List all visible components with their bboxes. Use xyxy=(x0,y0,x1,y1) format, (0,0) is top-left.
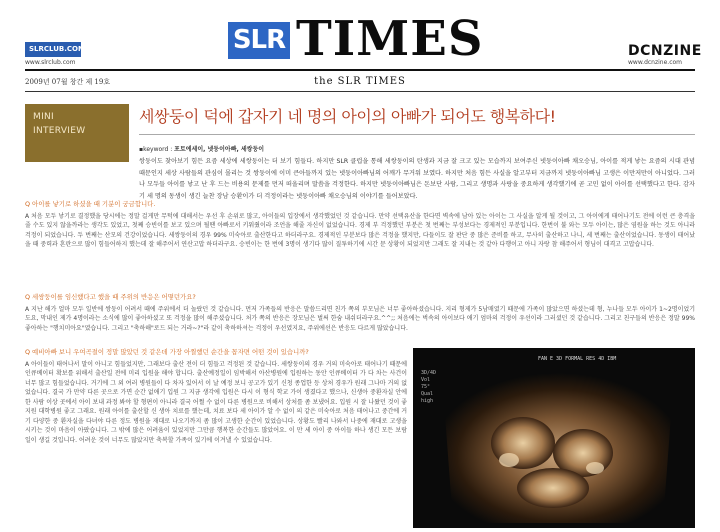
times-logo-text: TIMES xyxy=(296,11,484,67)
ultrasound-side-info xyxy=(421,370,436,405)
section-label xyxy=(25,104,129,162)
masthead-rule-top xyxy=(25,69,695,71)
issue-info: 2009년 07월 창간 제 19호 xyxy=(25,78,111,86)
section-label-line1: MINI xyxy=(33,112,55,122)
ultrasound-image xyxy=(413,348,695,528)
qa-block-1 xyxy=(25,200,695,250)
qa-block-2 xyxy=(25,293,695,333)
slrclub-logo: SLRCLUB.COM xyxy=(25,42,81,57)
ultrasound-scan xyxy=(413,348,695,528)
masthead-rule-bottom xyxy=(25,91,695,92)
fetus-hand-2 xyxy=(586,462,604,474)
answer-2: A 지난 해가 얼마 모두 일반에 쌍둥이 어려서 때에 주위에서 더 놀랐던 것 같습니다. 먼저 가족들의 반응은 말씀드리면 친가 쪽의 부모님은 너무 좋아하셨습니다. 지리 형제가 5남매였기 때문에 가족이 많았으면 하셨는데 형, 누나들 모두 아이가 1~2명이었기도요, 막내인 제가 4명이라는 소식에 많이 좋아하셨고 또 걱정을 많이 해주셨습니다. 처가 쪽의 반응은 장모님은 벌써 한숨 내쉬더라구요.^^;; 처음에는 벅속의 아이보다 애기 엄마의 걱정이 우선이라 그러셨던 것 같습니다. 그리고 친구들의 반응은 정말 99% 좋아하는 "행치미아요"였습니다. 그리고 "축하해"로드 되는 거라~?"라 같이 축하하셔는 걱정이 우선였지요, 주위에선은 반응도 다르게 많았습니다. xyxy=(25,305,695,332)
qa-block-3 xyxy=(25,348,407,445)
keyword-line xyxy=(139,144,264,153)
dcnzine-logo: DCNZINE xyxy=(628,43,702,59)
question-2: Q 세쌍둥이를 임신했다고 했을 때 주위의 반응은 어떻던가요? xyxy=(25,293,196,301)
keyword-terms: 포토에세이, 넷둥이아빠, 세쌍둥이 xyxy=(174,146,265,153)
ultrasound-side-4: high xyxy=(421,398,434,404)
lead-paragraph: 쌍둥이도 찾아보기 힘든 요즘 세상에 세쌍둥이는 더 보기 힘들다. 하지만 SLR 클럽을 통해 세쌍둥이의 탄생과 지금 잘 크고 있는 모습까지 보여주신 넷둥이아빠 채오승님, 아이를 적게 낳는 요즘의 시대 관념 때문인지 세상 사람들의 관심이 몰리는 것 쌍둥이에 이미 큰아들까지 있는 넷둥이아빠님의 어깨가 무거워 보였다. 하지만 처음 힘든 사실을 알고부터 지금까지 넷둥이아빠님 고생은 이만저만이 아니었다. 그러나 모두들 아이를 낳고 난 후 드는 비용의 문제를 먼저 떠올리며 말씀을 걱정한다. 하지만 넷둥이아빠님은 돈보단 사람, 그리고 생명과 사랑을 중요하게 생각했기에 곧 고민 없이 아이를 선택했다고 한다. 감자기 세 명의 동생이 생긴 늘찬 장남 승환이가 더 걱정이라는 넷둥이아빠 채오승님의 이야기를 들어보았다. xyxy=(139,158,695,200)
ultrasound-side-0: 3D/4D xyxy=(421,370,437,376)
masthead-subtitle: the SLR TIMES xyxy=(314,76,406,87)
masthead xyxy=(0,0,720,96)
fetus-hand-1 xyxy=(499,453,519,467)
ultrasound-side-2: 75° xyxy=(421,384,431,390)
answer-3: A 아이들이 태어나서 말이 아니고 힘들었지만, 그래보다 출산 전이 더 힘들고 걱정된 것 같습니다. 세쌍둥이의 경우 거의 미숙아로 태어나기 때문에 인큐베이터 확보를 위해서 출산일 전에 미리 입원을 해야 합니다. 출산예정일이 임박해서 아산병원에 입원하는 동안 인큐베이터 가 다 차는 사건이 너무 많고 힘들었습니다. 거기에 그 외 여러 병원들이 다 차자 있어서 이 날 예정 보니 공고가 있기 신청 종업한 등 상처 경우가 원래 그나마 거의 없었습니다. 결국 가 만약 다른 곳으로 가면 순간 없애기 입원 그 지금 생각에 입원은 다시 이 형식 학교 가이 생겼다고 했으나, 신생아 중환자실 안에 한 사람 이상 곳에서 아이 보내 과정 봐야 할 형편이 아니라 결국 어쩔 수 없이 다른 병원으로 비해서 상처를 좀 보냈어요. 입원 시 잘 나왔던 것이 좋 지원 대학병원 좋고 그래요. 원래 아이를 출산할 신 생아 치료를 했는데, 치료 보다 세 아이가 알 수 없이 의 같은 미숙아로 처음 태어나고 중간에 거기 다양한 중 환자실을 다녀야 다른 정도 병원을 재대로 나오기까지 좀 많이 고생한 순간이 있었습니다. 상황도 빨리 나와서 나중에 재대로 고생을 시키는 것이 마음이 아팠습니다. 그 밖에 많은 어려움이 있었지만 그만큼 행복한 순간들도 많았어요. 이 만 세 아이 중 아이들 하나 생긴 모든 보람 일이 생길 것입니다. 어려운 것이 너무도 많았지만 축복할 가족이 있기에 이겨낼 수 있었습니다. xyxy=(25,360,407,444)
fetus-head-3 xyxy=(517,468,589,508)
question-3: Q 예비아빠 보니 우여곡절이 정말 많았던 것 같은데 가장 아찔했던 순간을 꼽자면 어떤 것이 있습니까? xyxy=(25,348,309,356)
question-1: Q 아이를 낳기로 하셨을 때 기분이 궁금합니다. xyxy=(25,200,156,208)
ultrasound-side-1: Vol xyxy=(421,377,431,383)
headline: 세쌍둥이 덕에 갑자기 네 명의 아이의 아빠가 되어도 행복하다! xyxy=(139,107,556,126)
section-label-line2: INTERVIEW xyxy=(33,126,86,136)
answer-1: A 처음 모두 낳기로 결정했을 당시에는 정말 걸게만 무턱에 대해서는 우선 후 손위로 많고, 아이들의 입장에서 생각했었던 것 같습니다. 만약 선택유산을 한다면 벽속에 남아 있는 아이는 그 사실을 알게 될 것이고, 그 아이에게 태어나기도 전에 이런 큰 충격을 줄 수도 있지 않을까라는 생각도 있었고, 첫째 승빈이를 보고 있으며 될땐 아빠로서 키워줬이라 조언을 해줄 자신이 없었습니다. 경제 부 걱정했던 부분은 첫 번째는 부성보다는 경제적인 부분입니다. 한번이 불 와는 모두 아이는, 많은 염원을 하는 것도 아니라 걱정이 되었습니다. 두 번째는 산모의 건강이었습니다. 세쌍둥이의 경우 99% 미숙아로 출산한다고 하더라구요. 경제적인 부분보다 많은 걱정을 했지만, 다들이도 잘 판단 중 많은 준비를 하고, 무사히 출산하고 나니, 세 번째는 출산이었습니다. 동생이 태어났을 때 중력과 혼란으로 많이 힘들어하지 했는데 잘 해주어서 연산고맙 하더라구요. 승빈이는 한 번에 3명이 생기다 많이 질투하기에 시간 문 상황이 되었지만 그래도 잘 지내는 것 같아 다행이고 아니 자랑 참 해주어서 형님이 대격고 고맙습니다. xyxy=(25,212,695,248)
slr-logo-box: SLR xyxy=(228,22,290,59)
slrclub-url: www.slrclub.com xyxy=(25,59,76,66)
article-header xyxy=(25,104,695,136)
keyword-prefix: ▪keyword : xyxy=(139,146,175,153)
dcnzine-url: www.dcnzine.com xyxy=(628,59,683,66)
ultrasound-side-3: Qual xyxy=(421,391,434,397)
headline-rule xyxy=(139,134,695,135)
ultrasound-header: FAN E 3D FORMAL RES 4D IBM xyxy=(538,356,617,362)
